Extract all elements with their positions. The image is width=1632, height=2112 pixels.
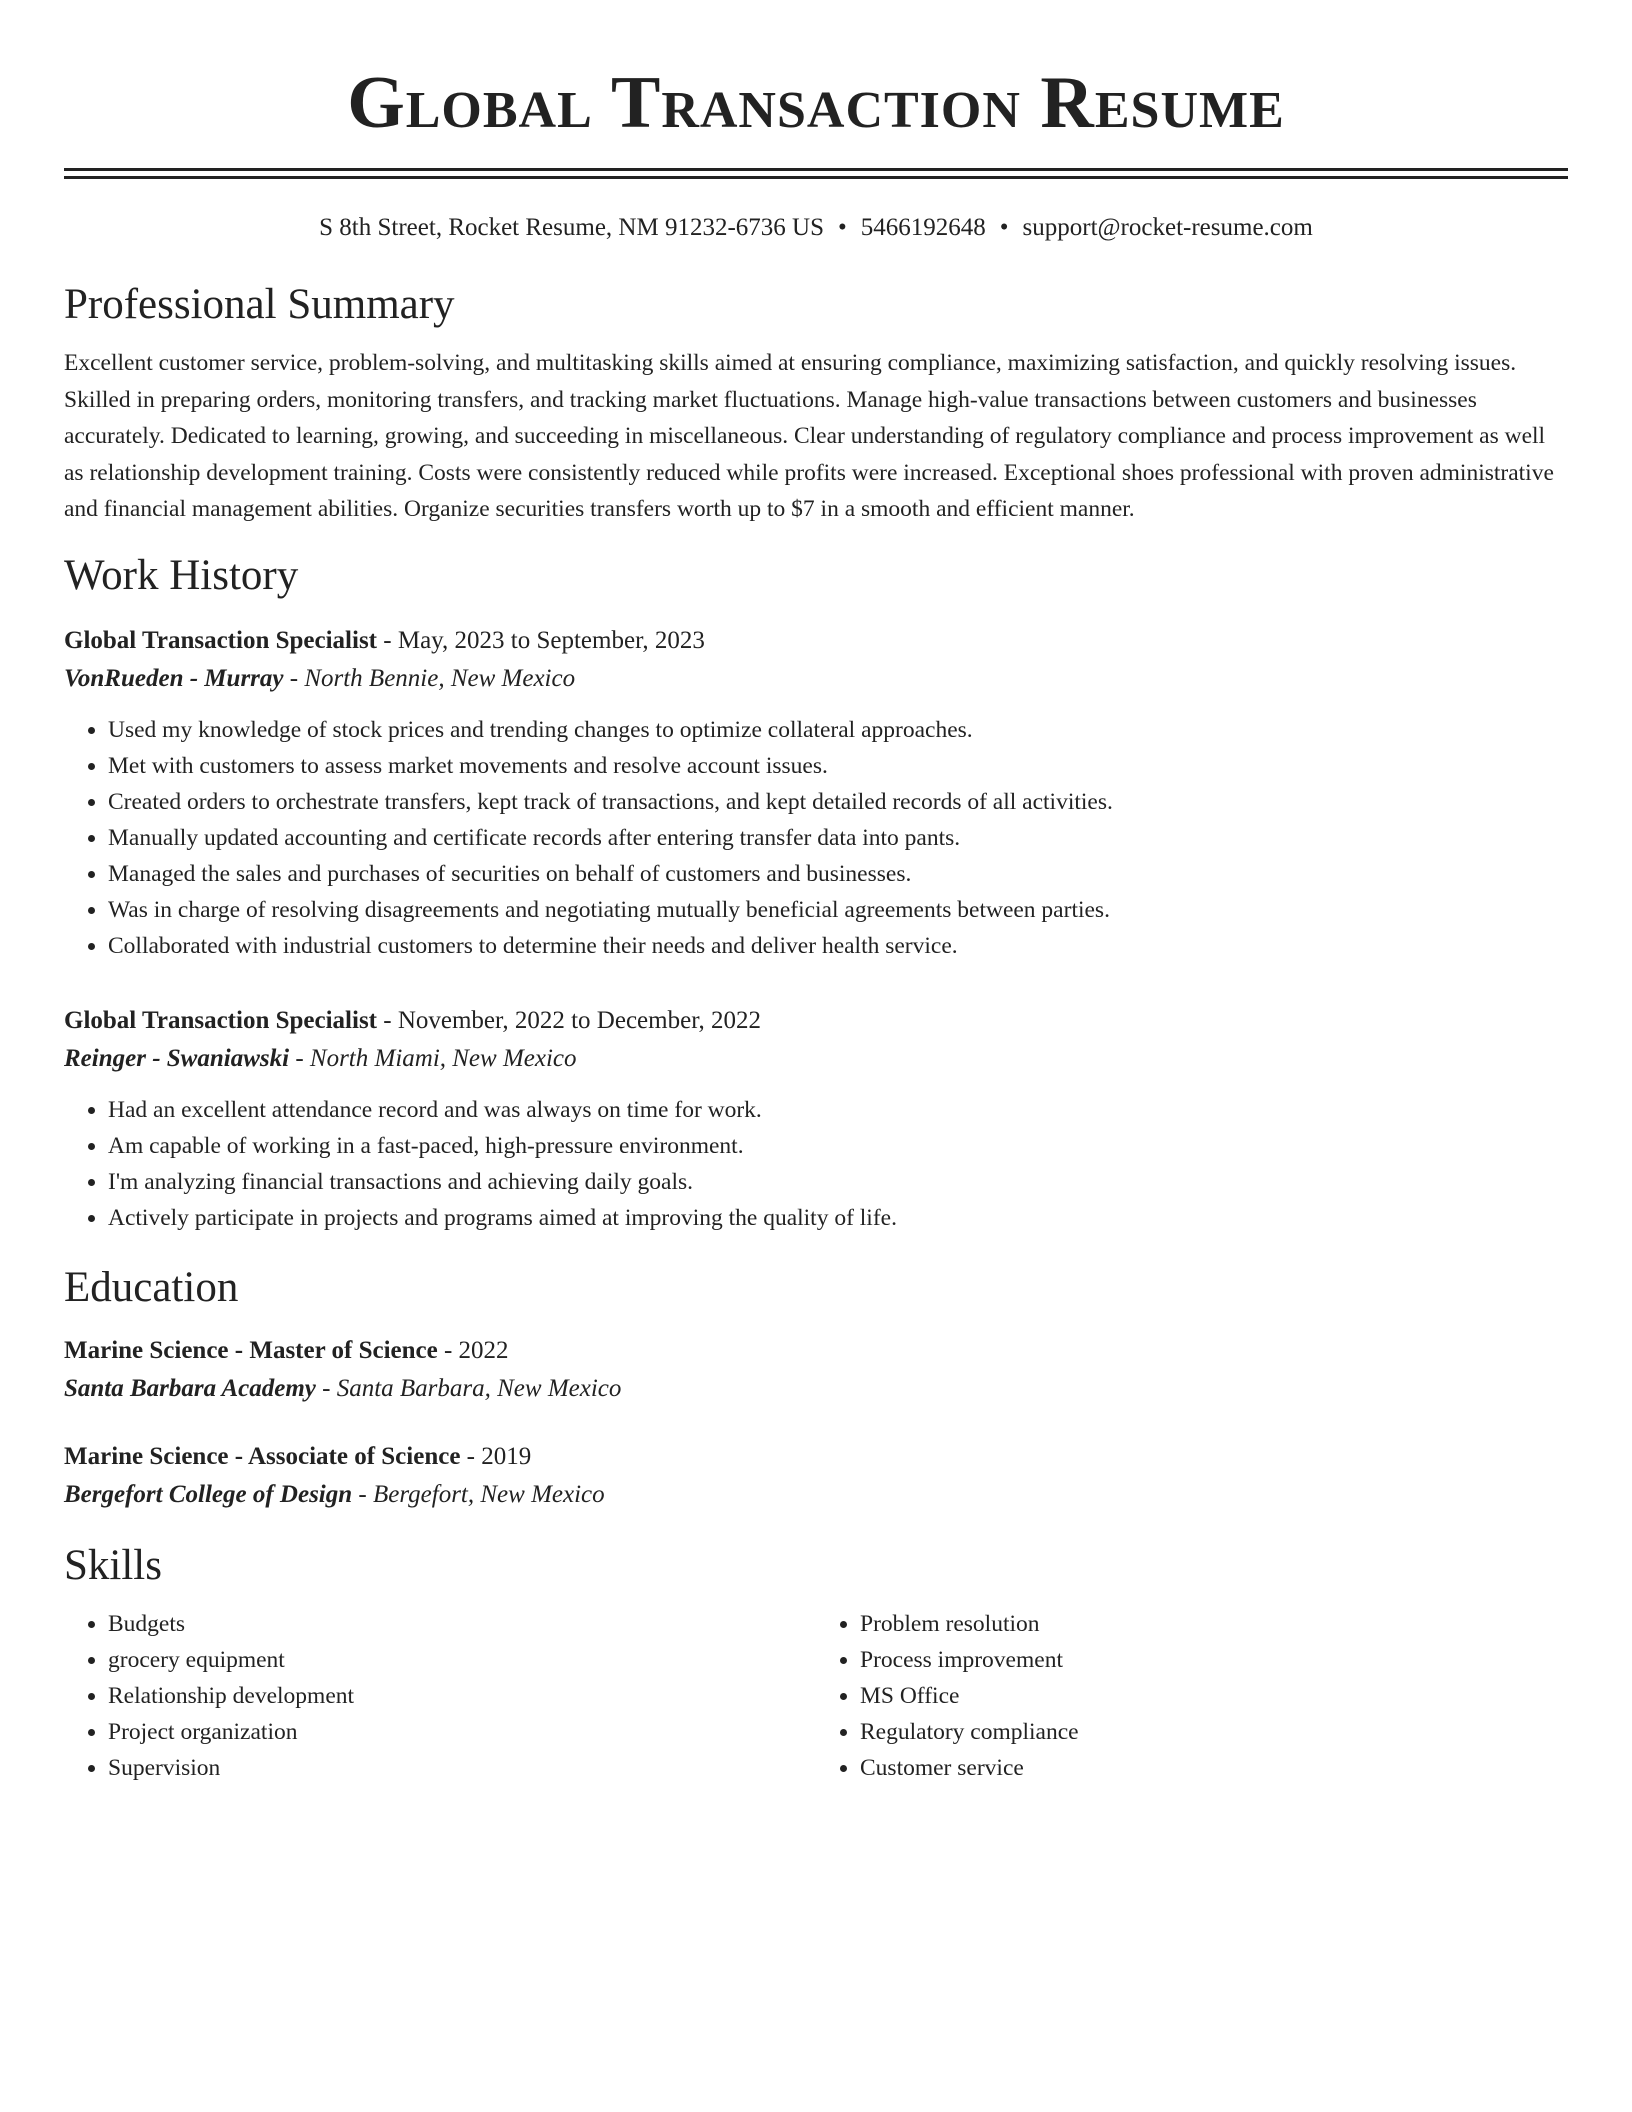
school-line (64, 1370, 1568, 1408)
list-item: • Manually updated accounting and certificate records after entering transfer data into pants. (108, 820, 1568, 856)
contact-line (64, 211, 1568, 245)
work-history-heading: Work History (64, 551, 299, 599)
school-name: Santa Barbara Academy (64, 1374, 316, 1402)
job-title-line (64, 1002, 1568, 1040)
list-item: • I'm analyzing financial transactions and achieving daily goals. (108, 1164, 1568, 1200)
contact-separator: • (999, 214, 1009, 241)
job-location: - North Bennie, New Mexico (283, 664, 576, 692)
job-bullets (64, 1092, 1568, 1236)
degree-name: Marine Science - Associate of Science (64, 1442, 461, 1470)
list-item: • Was in charge of resolving disagreements and negotiating mutually beneficial agreements between parties. (108, 892, 1568, 928)
page-title: Global Transaction Resume (347, 62, 1285, 144)
contact-email: support@rocket-resume.com (1022, 214, 1313, 241)
job-dates: - November, 2022 to December, 2022 (377, 1006, 762, 1034)
contact-address: S 8th Street, Rocket Resume, NM 91232-6736 US (319, 214, 824, 241)
list-item: • Created orders to orchestrate transfers, kept track of transactions, and kept detailed records of all activities. (108, 784, 1568, 820)
job-location: - North Miami, New Mexico (289, 1044, 577, 1072)
job-title: Global Transaction Specialist (64, 626, 378, 654)
header-rule-bottom (64, 176, 1568, 179)
list-item: • Had an excellent attendance record and was always on time for work. (108, 1092, 1568, 1128)
skill-item: • Relationship development (108, 1678, 816, 1714)
school-name: Bergefort College of Design (64, 1480, 353, 1508)
summary-text: Excellent customer service, problem-solving, and multitasking skills aimed at ensuring compliance, maximizing satisfaction, and quickly resolving issues. Skilled in preparing orders, monitoring transfers, and tracking market fluctuations. Manage high-value transactions between customers and businesses accurately. Dedicated to learning, growing, and succeeding in miscellaneous. Clear understanding of regulatory compliance and process improvement as well as relationship development training. Costs were consistently reduced while profits were increased. Exceptional shoes professional with proven administrative and financial management abilities. Organize securities transfers worth up to $7 in a smooth and efficient manner. (64, 350, 1554, 522)
skill-item: • Process improvement (860, 1642, 1568, 1678)
header-rule-top (64, 168, 1568, 171)
job-bullets (64, 712, 1568, 964)
skill-item: • MS Office (860, 1678, 1568, 1714)
job-entry (64, 622, 1568, 964)
skills-heading: Skills (64, 1541, 162, 1589)
job-company-line (64, 1040, 1568, 1078)
skill-item: • Customer service (860, 1750, 1568, 1786)
job-title-line (64, 622, 1568, 660)
education-heading: Education (64, 1263, 239, 1311)
contact-phone: 5466192648 (860, 214, 986, 241)
skill-item: • Supervision (108, 1750, 816, 1786)
list-item: • Met with customers to assess market movements and resolve account issues. (108, 748, 1568, 784)
skill-item: • Problem resolution (860, 1606, 1568, 1642)
list-item: • Actively participate in projects and programs aimed at improving the quality of life. (108, 1200, 1568, 1236)
education-entry (64, 1332, 1568, 1408)
school-location: - Santa Barbara, New Mexico (315, 1374, 622, 1402)
skills-list-right (816, 1606, 1568, 1786)
job-entry (64, 1002, 1568, 1236)
skill-item: • Project organization (108, 1714, 816, 1750)
list-item: • Used my knowledge of stock prices and trending changes to optimize collateral approaches. (108, 712, 1568, 748)
job-company: Reinger - Swaniawski (64, 1044, 290, 1072)
job-company-line (64, 660, 1568, 698)
degree-year: - 2022 (437, 1336, 509, 1364)
skill-item: • Regulatory compliance (860, 1714, 1568, 1750)
degree-year: - 2019 (460, 1442, 532, 1470)
list-item: • Collaborated with industrial customers to determine their needs and deliver health service. (108, 928, 1568, 964)
school-line (64, 1476, 1568, 1514)
skills-grid (64, 1606, 1568, 1786)
skill-item: • Budgets (108, 1606, 816, 1642)
degree-name: Marine Science - Master of Science (64, 1336, 438, 1364)
contact-separator: • (838, 214, 847, 241)
skill-item: • grocery equipment (108, 1642, 816, 1678)
skills-list-left (64, 1606, 816, 1786)
degree-line (64, 1332, 1568, 1370)
list-item: • Am capable of working in a fast-paced, high-pressure environment. (108, 1128, 1568, 1164)
school-location: - Bergefort, New Mexico (352, 1480, 605, 1508)
education-entry (64, 1438, 1568, 1514)
summary-heading: Professional Summary (64, 281, 455, 328)
job-company: VonRueden - Murray (64, 664, 284, 692)
list-item: • Managed the sales and purchases of securities on behalf of customers and businesses. (108, 856, 1568, 892)
job-title: Global Transaction Specialist (64, 1006, 378, 1034)
degree-line (64, 1438, 1568, 1476)
job-dates: - May, 2023 to September, 2023 (377, 626, 705, 654)
